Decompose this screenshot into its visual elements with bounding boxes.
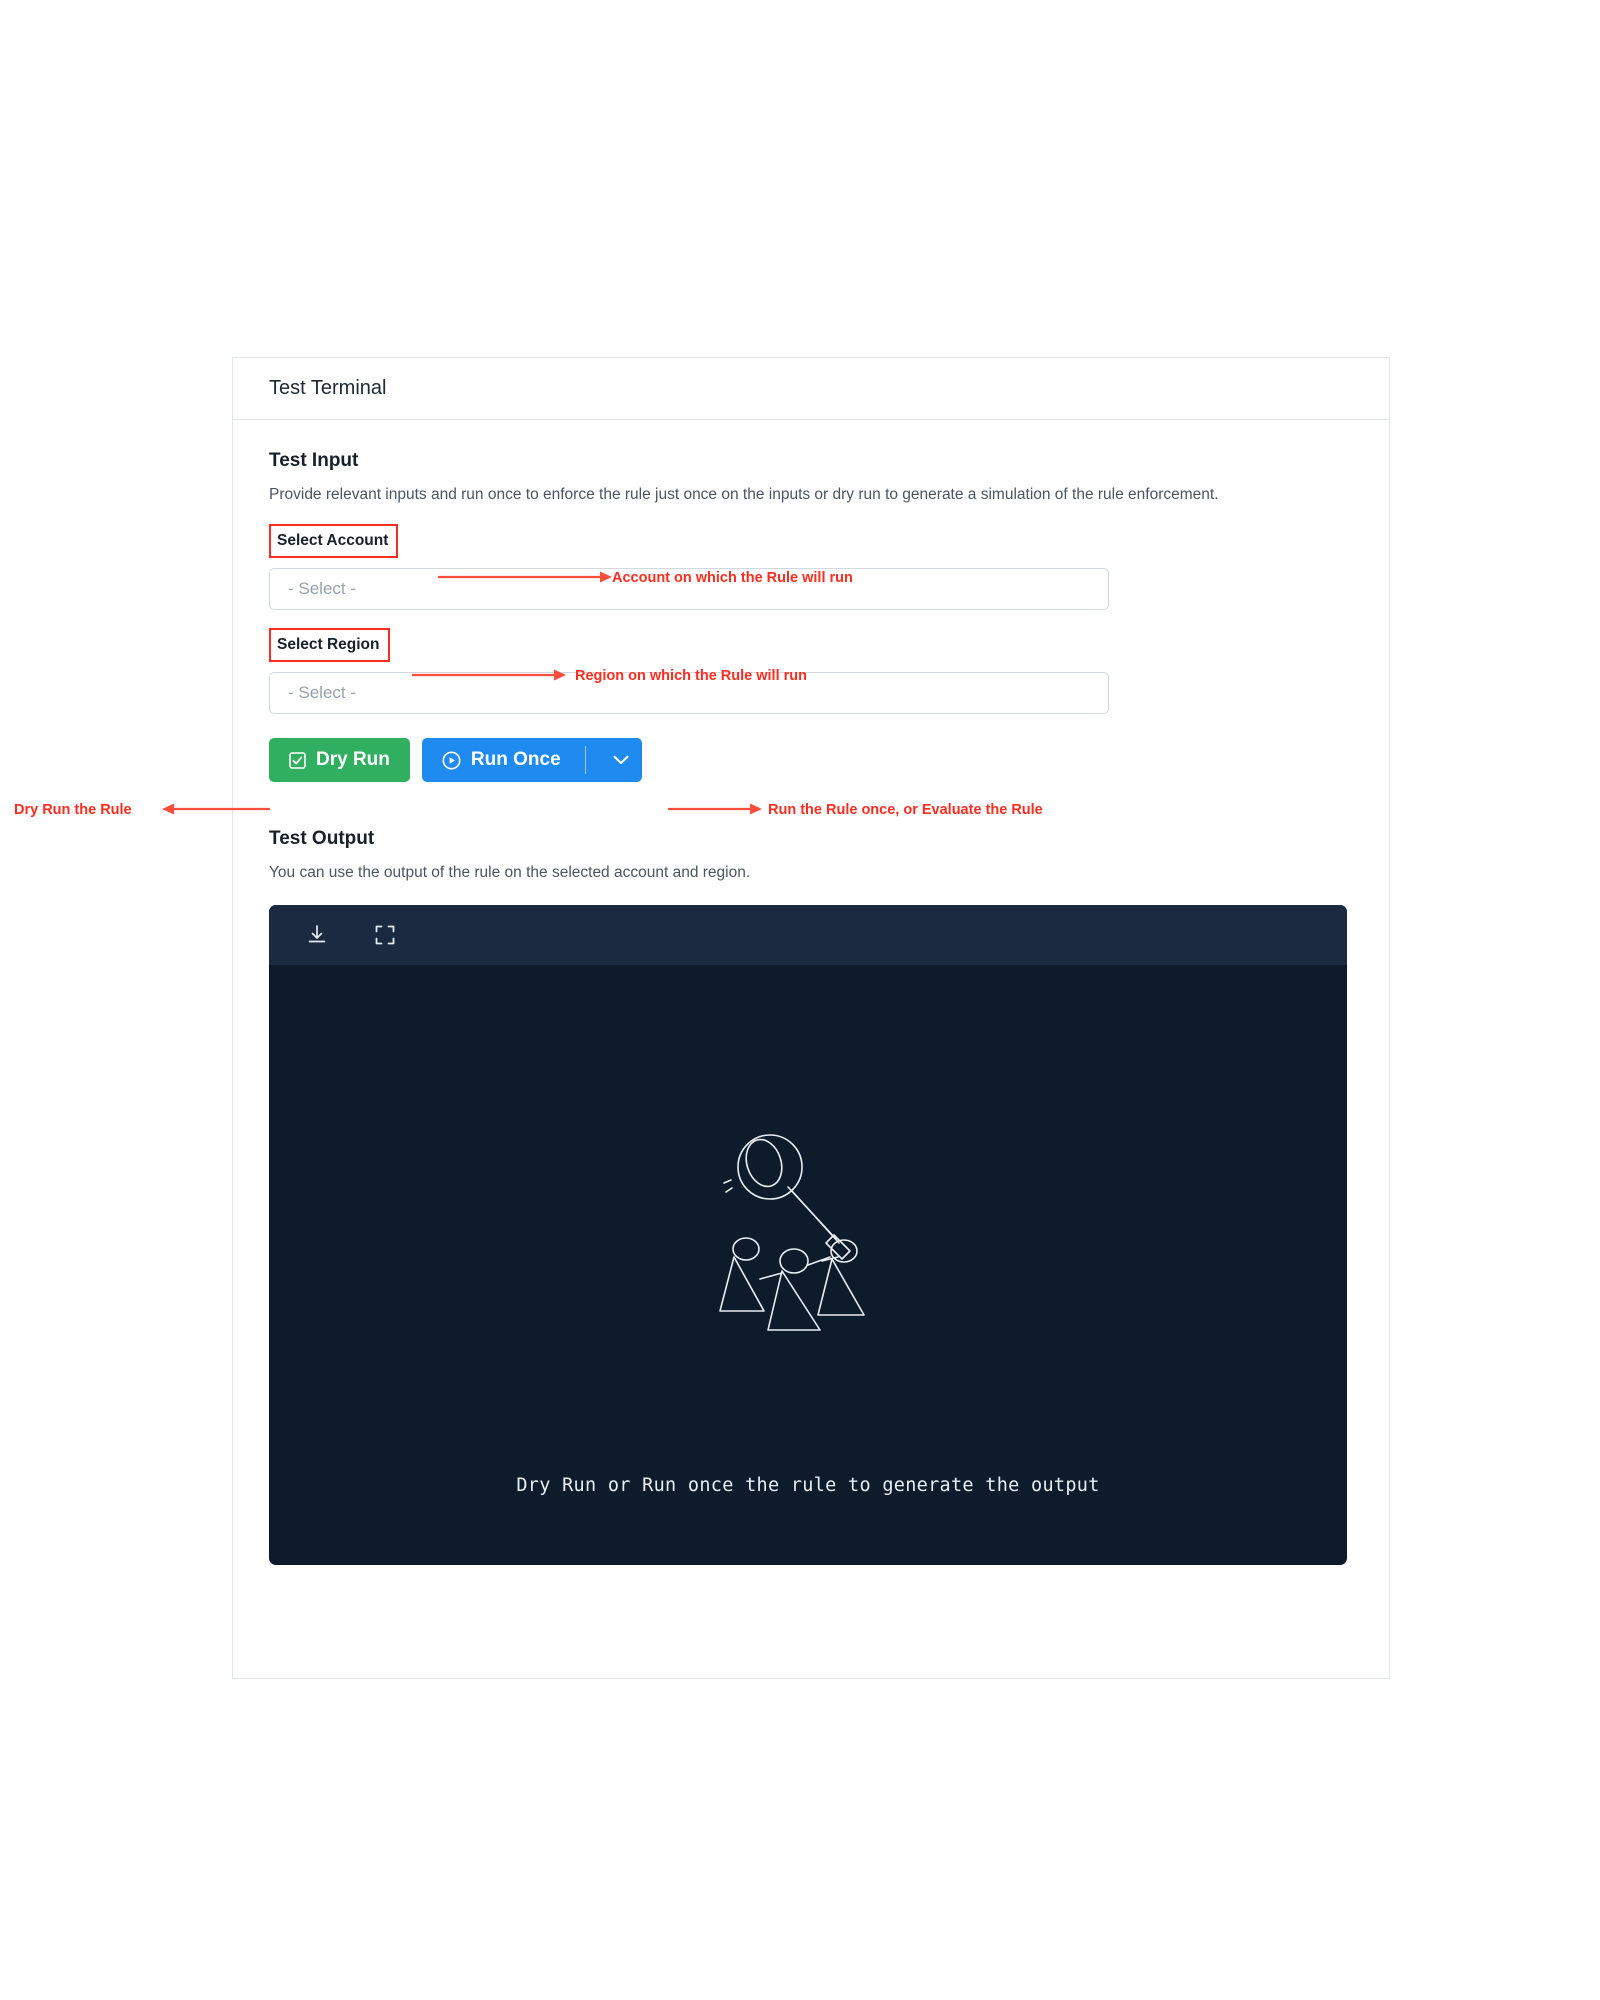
select-account-field xyxy=(269,524,1353,610)
panel-body xyxy=(233,420,1389,1565)
terminal-empty-message: Dry Run or Run once the rule to generate the output xyxy=(516,1474,1100,1496)
annotation-arrow-run-once xyxy=(666,801,766,815)
checkbox-icon xyxy=(289,752,306,769)
run-once-label: Run Once xyxy=(470,749,561,771)
download-icon[interactable] xyxy=(305,923,329,947)
annotation-arrow-account xyxy=(436,569,616,583)
test-input-heading: Test Input xyxy=(269,450,359,471)
annotation-arrow-dry-run xyxy=(160,801,272,815)
dry-run-button[interactable] xyxy=(269,738,410,782)
chevron-down-icon xyxy=(613,755,629,765)
annotation-label-run-once: Run the Rule once, or Evaluate the Rule xyxy=(768,802,1043,818)
select-region-label: Select Region xyxy=(269,628,390,662)
annotation-label-region: Region on which the Rule will run xyxy=(575,668,807,684)
panel-header xyxy=(233,358,1389,420)
annotation-arrow-region xyxy=(410,667,570,681)
select-account-label: Select Account xyxy=(269,524,398,558)
test-output-terminal xyxy=(269,905,1347,1565)
test-output-heading: Test Output xyxy=(269,828,375,850)
test-input-description: Provide relevant inputs and run once to enforce the rule just once on the inputs or dry run to generate a simulation of the rule enforcement. xyxy=(269,486,1219,503)
annotation-label-account: Account on which the Rule will run xyxy=(612,570,853,586)
test-output-description: You can use the output of the rule on the selected account and region. xyxy=(269,864,751,882)
annotation-label-dry-run: Dry Run the Rule xyxy=(14,802,132,818)
select-region-value: - Select - xyxy=(288,683,357,703)
page-title: Test Terminal xyxy=(269,377,387,399)
fullscreen-icon[interactable] xyxy=(373,923,397,947)
run-once-dropdown-toggle[interactable] xyxy=(600,738,642,782)
test-terminal-panel xyxy=(232,357,1390,1679)
play-circle-icon xyxy=(442,751,461,770)
dry-run-label: Dry Run xyxy=(316,749,390,771)
empty-state-illustration xyxy=(698,1125,918,1380)
terminal-body xyxy=(269,965,1347,1565)
button-divider xyxy=(585,746,586,774)
terminal-toolbar xyxy=(269,905,1347,965)
select-account-value: - Select - xyxy=(288,579,357,599)
run-once-button[interactable] xyxy=(422,738,642,782)
action-button-row xyxy=(269,738,1353,782)
